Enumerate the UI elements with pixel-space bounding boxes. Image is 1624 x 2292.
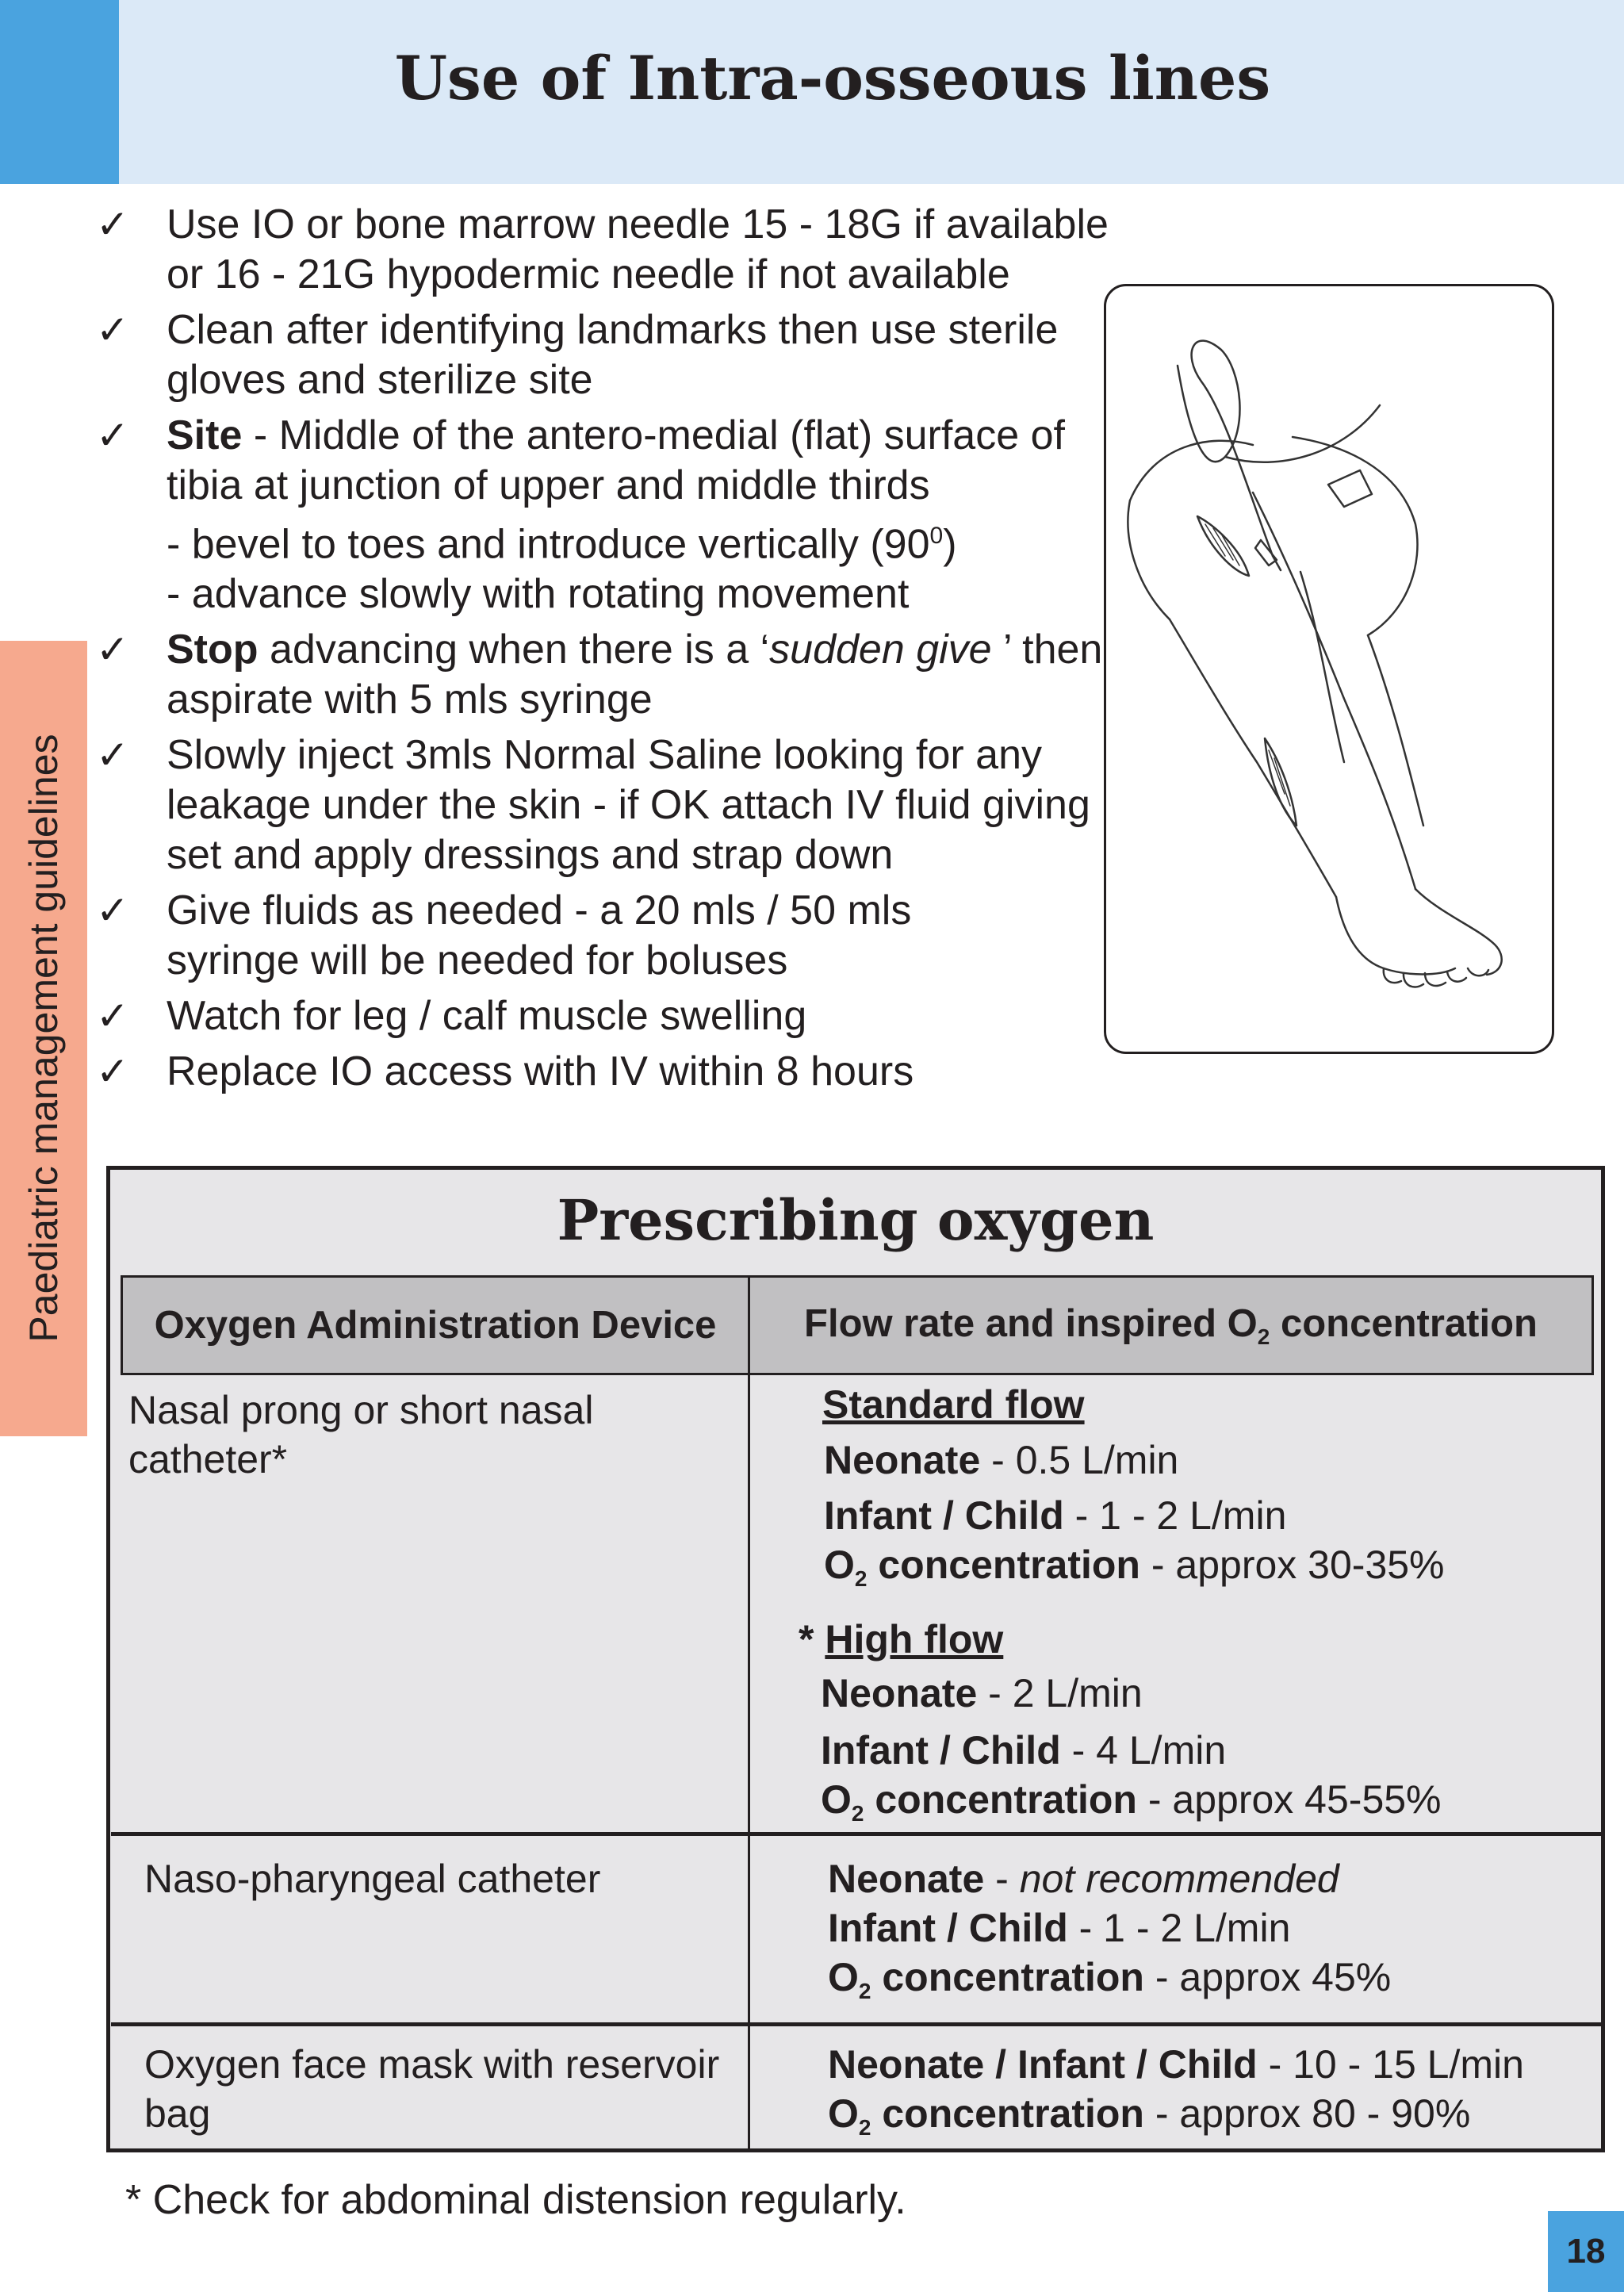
io-substep: - bevel to toes and introduce vertically (90 [167, 521, 930, 568]
flow-face-mask [828, 2040, 1589, 2152]
check-icon: ✓ [96, 994, 129, 1039]
col-header-device [121, 1275, 750, 1375]
io-step [91, 886, 1039, 986]
check-icon: ✓ [96, 888, 129, 933]
value-infant-child: - 1 - 2 L/min [1067, 1906, 1291, 1950]
label-all-ages: Neonate / Infant / Child [828, 2042, 1258, 2087]
subscript: 2 [858, 1979, 871, 2003]
io-step [91, 730, 1118, 880]
degree-superscript: 0 [929, 523, 944, 549]
col-header-device-label: Oxygen Administration Device [154, 1304, 717, 1347]
label-neonate: Neonate [824, 1438, 981, 1482]
subscript: 2 [1257, 1324, 1270, 1349]
io-step [91, 1047, 1098, 1097]
io-step-text: Use IO or bone marrow needle 15 - 18G if available or 16 - 21G hypodermic needle if not available [167, 201, 1109, 297]
check-icon: ✓ [96, 413, 129, 458]
subscript: 2 [851, 1801, 864, 1826]
oxygen-section-title: Prescribing oxygen [557, 1187, 1155, 1253]
footnote: * Check for abdominal distension regularly. [125, 2177, 906, 2223]
label-infant-child: Infant / Child [821, 1728, 1061, 1773]
col-header-flow-text: concentration [1270, 1301, 1538, 1345]
label-neonate: Neonate [828, 1857, 985, 1901]
check-icon: ✓ [96, 308, 129, 352]
label-o2-concentration: concentration [867, 1543, 1140, 1587]
io-step [91, 200, 1118, 300]
standard-flow-heading: Standard flow [822, 1382, 1085, 1427]
label-o2-concentration: concentration [871, 2091, 1144, 2136]
check-icon: ✓ [96, 627, 129, 673]
check-icon: ✓ [96, 733, 129, 778]
value-neonate: - 2 L/min [977, 1671, 1143, 1715]
header-accent-bar [0, 0, 119, 184]
io-step-text: Clean after identifying landmarks then use sterile gloves and sterilize site [167, 307, 1059, 403]
check-icon: ✓ [96, 1049, 129, 1094]
value-o2-concentration: - approx 80 - 90% [1143, 2091, 1471, 2136]
io-steps-list [91, 200, 1109, 1102]
label-infant-child: Infant / Child [828, 1906, 1068, 1950]
io-substep: - advance slowly with rotating movement [167, 571, 910, 618]
flow-nasal-prong [799, 1380, 1576, 1838]
value-infant-child: - 1 - 2 L/min [1063, 1493, 1287, 1538]
col-header-flow-label [804, 1301, 1538, 1350]
side-tab-label: Paediatric management guidelines [21, 734, 66, 1343]
io-step-text: Replace IO access with IV within 8 hours [167, 1048, 914, 1095]
io-step [91, 411, 1118, 619]
leg-drawing-icon [1106, 286, 1552, 1052]
subscript: 2 [858, 2115, 871, 2140]
high-flow-heading: High flow [825, 1617, 1004, 1662]
value-neonate: not recommended [1019, 1857, 1339, 1901]
device-nasal-prong: Nasal prong or short nasal catheter* [128, 1388, 594, 1481]
label-infant-child: Infant / Child [824, 1493, 1064, 1538]
value-o2-concentration: - approx 30-35% [1139, 1543, 1445, 1587]
io-substep: ) [943, 521, 957, 568]
device-face-mask: Oxygen face mask with reservoir bag [144, 2042, 720, 2136]
io-step-text: - Middle of the antero-medial (flat) surface of tibia at junction of upper and middle thirds [167, 412, 1065, 508]
check-icon: ✓ [96, 202, 129, 247]
io-step-bold: Site [167, 412, 243, 458]
page-number: 18 [1548, 2211, 1624, 2292]
io-step [91, 991, 1098, 1041]
label-neonate: Neonate [821, 1671, 978, 1715]
o2-symbol: O [828, 2091, 859, 2136]
value-infant-child: - 4 L/min [1060, 1728, 1227, 1773]
o2-symbol: O [821, 1777, 852, 1822]
value-all-ages: - 10 - 15 L/min [1257, 2042, 1524, 2087]
value-o2-concentration: - approx 45-55% [1136, 1777, 1442, 1822]
io-step-text: Slowly inject 3mls Normal Saline looking for any leakage under the skin - if OK attach IV fluid giving set and apply dressings and strap down [167, 732, 1090, 879]
value-o2-concentration: - approx 45% [1143, 1955, 1392, 1999]
col-header-flow-text: Flow rate and inspired O [804, 1301, 1258, 1345]
separator: - [984, 1857, 1020, 1901]
io-step-italic: sudden give [769, 627, 992, 673]
subscript: 2 [854, 1566, 868, 1591]
flow-naso-pharyngeal [828, 1854, 1581, 2016]
device-naso-pharyngeal: Naso-pharyngeal catheter [144, 1857, 601, 1901]
table-row-divider [111, 2022, 1602, 2026]
io-step-text: advancing when there is a ‘ [258, 627, 770, 673]
table-column-divider [748, 1275, 750, 2152]
io-step-bold: Stop [167, 627, 259, 673]
label-o2-concentration: concentration [864, 1777, 1137, 1822]
io-step [91, 625, 1118, 725]
io-step [91, 305, 1071, 405]
io-step-text: ’ then aspirate with 5 mls syringe [167, 627, 1103, 723]
page-title: Use of Intra-osseous lines [394, 43, 1271, 113]
label-o2-concentration: concentration [871, 1955, 1144, 1999]
o2-symbol: O [828, 1955, 859, 1999]
col-header-flow [748, 1275, 1594, 1375]
asterisk: * [799, 1617, 825, 1662]
io-step-text: Give fluids as needed - a 20 mls / 50 mls syringe will be needed for boluses [167, 887, 912, 984]
value-neonate: - 0.5 L/min [980, 1438, 1179, 1482]
io-step-text: Watch for leg / calf muscle swelling [167, 993, 807, 1040]
io-leg-illustration [1104, 284, 1554, 1054]
o2-symbol: O [824, 1543, 855, 1587]
